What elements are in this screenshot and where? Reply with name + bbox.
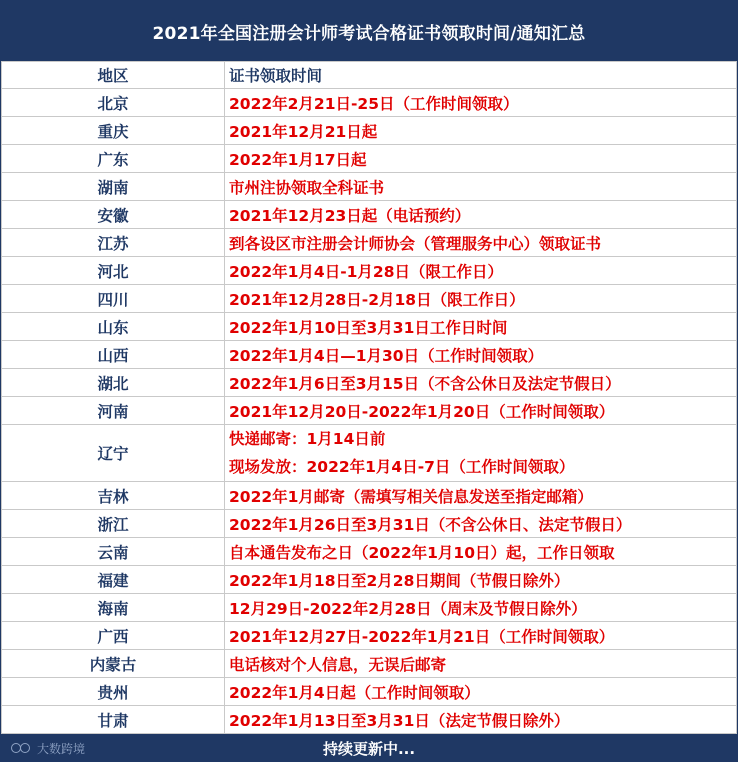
time-cell: 2022年1月10日至3月31日工作日时间 xyxy=(225,313,737,341)
table-row xyxy=(2,482,737,510)
time-cell: 2021年12月20日-2022年1月20日（工作时间领取） xyxy=(225,397,737,425)
region-cell: 海南 xyxy=(2,594,225,622)
region-cell: 北京 xyxy=(2,89,225,117)
certificate-table xyxy=(1,61,737,734)
table-row xyxy=(2,678,737,706)
watermark-text: 大数跨境 xyxy=(37,741,86,756)
column-header-region: 地区 xyxy=(2,62,225,89)
time-cell: 电话核对个人信息，无误后邮寄 xyxy=(225,650,737,678)
region-cell: 河北 xyxy=(2,257,225,285)
region-cell: 浙江 xyxy=(2,510,225,538)
time-line-delivery: 快递邮寄：1月14日前 xyxy=(229,430,386,448)
time-cell: 2022年1月13日至3月31日（法定节假日除外） xyxy=(225,706,737,734)
table-row xyxy=(2,622,737,650)
time-cell: 2022年1月4日起（工作时间领取） xyxy=(225,678,737,706)
time-cell: 2022年1月17日起 xyxy=(225,145,737,173)
table-row xyxy=(2,650,737,678)
region-cell: 安徽 xyxy=(2,201,225,229)
time-cell: 市州注协领取全科证书 xyxy=(225,173,737,201)
table-row xyxy=(2,229,737,257)
region-cell: 吉林 xyxy=(2,482,225,510)
time-cell: 2022年1月26日至3月31日（不含公休日、法定节假日） xyxy=(225,510,737,538)
region-cell: 河南 xyxy=(2,397,225,425)
time-line-onsite: 现场发放：2022年1月4日-7日（工作时间领取） xyxy=(229,458,575,476)
time-cell: 2021年12月28日-2月18日（限工作日） xyxy=(225,285,737,313)
region-cell: 四川 xyxy=(2,285,225,313)
table-row xyxy=(2,145,737,173)
table-row xyxy=(2,313,737,341)
region-cell: 福建 xyxy=(2,566,225,594)
table-row xyxy=(2,566,737,594)
table-footer: 持续更新中... xyxy=(1,734,737,762)
region-cell: 内蒙古 xyxy=(2,650,225,678)
table-row xyxy=(2,425,737,482)
table-header-row xyxy=(2,62,737,89)
time-cell: 自本通告发布之日（2022年1月10日）起，工作日领取 xyxy=(225,538,737,566)
table-row xyxy=(2,117,737,145)
time-cell: 2022年1月邮寄（需填写相关信息发送至指定邮箱） xyxy=(225,482,737,510)
time-cell: 2022年1月4日—1月30日（工作时间领取） xyxy=(225,341,737,369)
region-cell: 湖南 xyxy=(2,173,225,201)
time-cell: 2022年1月4日-1月28日（限工作日） xyxy=(225,257,737,285)
table-row xyxy=(2,397,737,425)
table-row xyxy=(2,538,737,566)
table-row xyxy=(2,706,737,734)
region-cell: 甘肃 xyxy=(2,706,225,734)
time-cell: 2021年12月27日-2022年1月21日（工作时间领取） xyxy=(225,622,737,650)
time-cell: 2021年12月23日起（电话预约） xyxy=(225,201,737,229)
time-cell: 2021年12月21日起 xyxy=(225,117,737,145)
table-row xyxy=(2,89,737,117)
region-cell: 江苏 xyxy=(2,229,225,257)
column-header-time: 证书领取时间 xyxy=(225,62,737,89)
table-row xyxy=(2,285,737,313)
time-cell: 到各设区市注册会计师协会（管理服务中心）领取证书 xyxy=(225,229,737,257)
time-cell: 2022年2月21日-25日（工作时间领取） xyxy=(225,89,737,117)
table-title: 2021年全国注册会计师考试合格证书领取时间/通知汇总 xyxy=(1,1,737,61)
table-row xyxy=(2,510,737,538)
region-cell: 广西 xyxy=(2,622,225,650)
region-cell: 山西 xyxy=(2,341,225,369)
region-cell: 山东 xyxy=(2,313,225,341)
region-cell: 湖北 xyxy=(2,369,225,397)
time-cell-multiline xyxy=(225,425,737,482)
watermark xyxy=(9,738,85,758)
region-cell: 重庆 xyxy=(2,117,225,145)
table-row xyxy=(2,201,737,229)
region-cell: 云南 xyxy=(2,538,225,566)
table-row xyxy=(2,369,737,397)
time-cell: 2022年1月18日至2月28日期间（节假日除外） xyxy=(225,566,737,594)
table-row xyxy=(2,257,737,285)
region-cell: 贵州 xyxy=(2,678,225,706)
table-row xyxy=(2,341,737,369)
table-row xyxy=(2,173,737,201)
time-cell: 2022年1月6日至3月15日（不含公休日及法定节假日） xyxy=(225,369,737,397)
table-row xyxy=(2,594,737,622)
watermark-logo-icon xyxy=(9,741,33,755)
region-cell: 辽宁 xyxy=(2,425,225,482)
time-cell: 12月29日-2022年2月28日（周末及节假日除外） xyxy=(225,594,737,622)
region-cell: 广东 xyxy=(2,145,225,173)
